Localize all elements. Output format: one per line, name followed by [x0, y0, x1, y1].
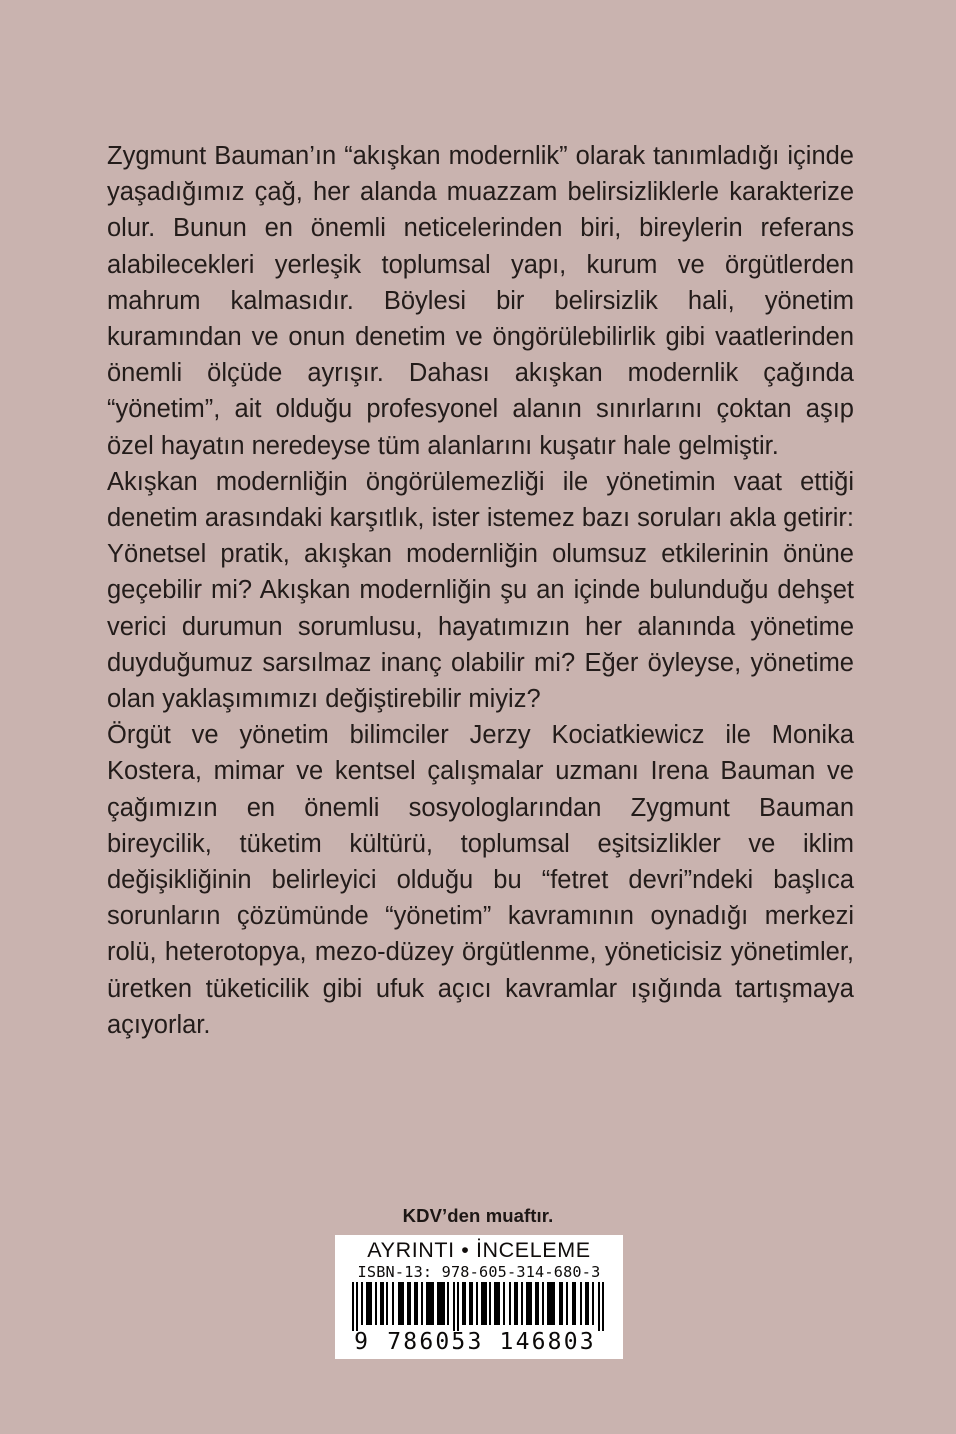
publisher-series-label: AYRINTI • İNCELEME	[367, 1238, 591, 1262]
ean-right-group: 146803	[499, 1329, 596, 1355]
blurb-paragraph-2: Akışkan modernliğin öngörülemezliği ile yönetimin vaat ettiği denetim arasındaki karşıtlık, ister istemez bazı soruları akla getirir: Yönetsel pratik, akışkan modernliğin olumsuz etkilerinin önüne geçebilir mi? Akışkan modernliğin şu an içinde bulunduğu dehşet verici durumun sorumlusu, hayatımızın her alanında yönetime duyduğumuz sarsılmaz inanç olabilir mi? Eğer öyleyse, yönetime olan yaklaşımımızı değiştirebilir miyiz?	[107, 467, 854, 714]
barcode-block	[335, 1235, 623, 1359]
tax-exempt-note: KDV’den muaftır.	[402, 1205, 554, 1226]
back-cover-blurb	[107, 138, 854, 1043]
ean-lead-digit: 9	[354, 1329, 371, 1355]
blurb-paragraph-1: Zygmunt Bauman’ın “akışkan modernlik” olarak tanımladığı içinde yaşadığımız çağ, her alanda muazzam belirsizliklerle karakterize olur. Bunun en önemli neticelerinden biri, bireylerin referans alabilecekleri yerleşik toplumsal yapı, kurum ve örgütlerden mahrum kalmasıdır. Böylesi bir belirsizlik hali, yönetim kuramından ve onun denetim ve öngörülebilirlik gibi vaatlerinden önemli ölçüde ayrışır. Dahası akışkan modernlik çağında “yönetim”, ait olduğu profesyonel alanın sınırlarını çoktan aşıp özel hayatın neredeyse tüm alanlarını kuşatır hale gelmiştir.	[107, 142, 854, 460]
ean13-barcode-icon	[342, 1282, 616, 1331]
ean-left-group: 786053	[387, 1329, 484, 1355]
isbn-label: ISBN-13: 978-605-314-680-3	[357, 1263, 601, 1281]
ean13-digits	[335, 1329, 623, 1355]
imprint-area	[0, 1204, 956, 1232]
blurb-paragraph-3: Örgüt ve yönetim bilimciler Jerzy Kociatkiewicz ile Monika Kostera, mimar ve kentsel çalışmalar uzmanı Irena Bauman ve çağımızın en önemli sosyologlarından Zygmunt Bauman bireycilik, tüketim kültürü, toplumsal eşitsizlikler ve iklim değişikliğinin belirleyici olduğu bu “fetret devri”ndeki başlıca sorunların çözümünde “yönetim” kavramının oynadığı merkezi rolü, heterotopya, mezo-düzey örgütlenme, yöneticisiz yönetimler, üretken tüketicilik gibi ufuk açıcı kavramlar ışığında tartışmaya açıyorlar.	[107, 721, 854, 1039]
